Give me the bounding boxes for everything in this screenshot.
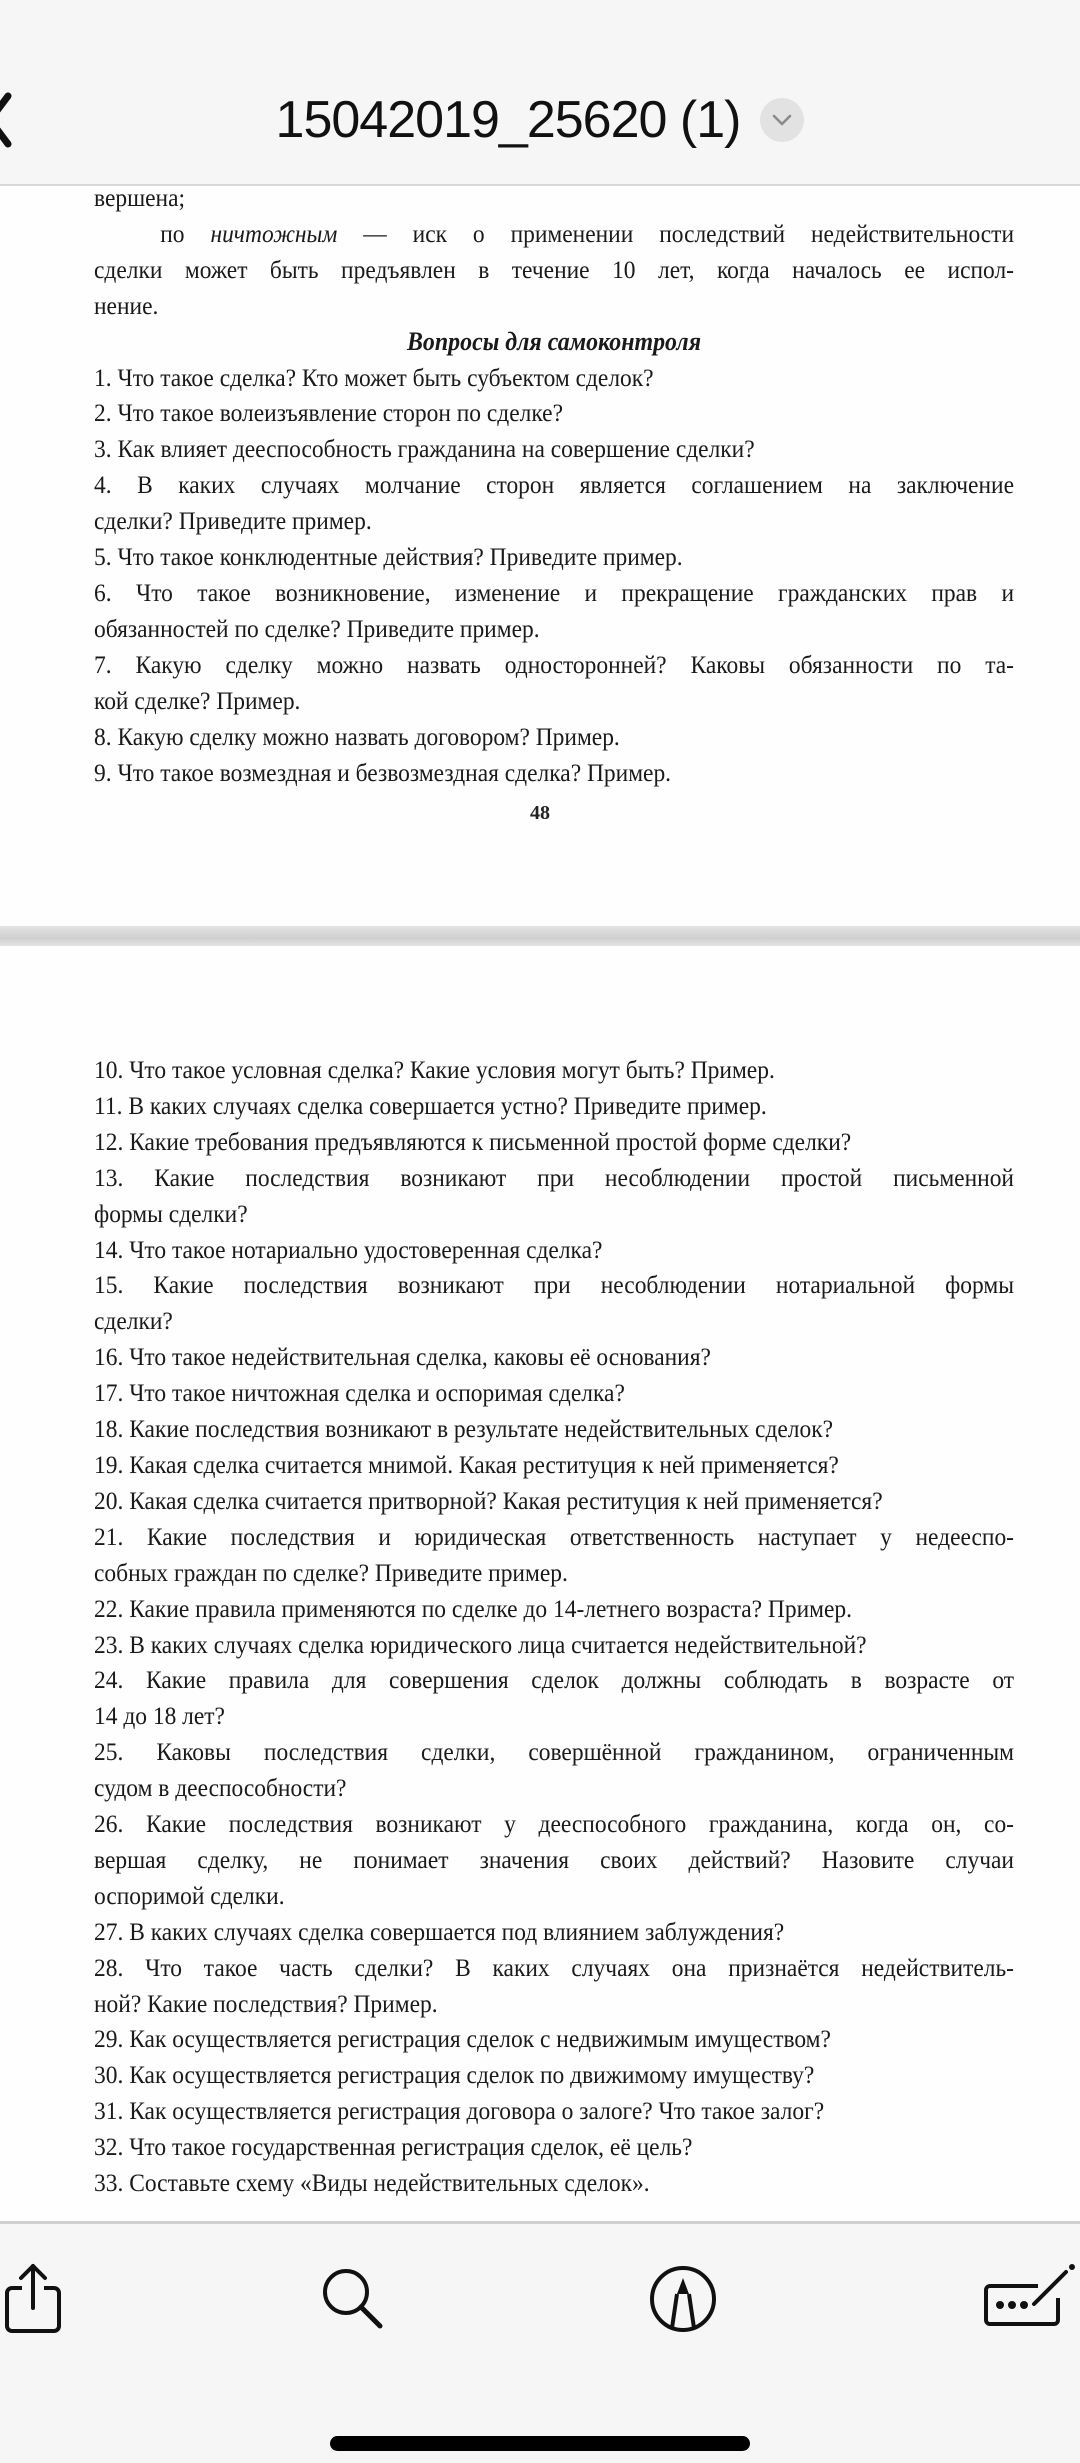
question-item: 5. Что такое конклюдентные действия? Приведите пример. — [94, 542, 683, 572]
question-item: 22. Какие правила применяются по сделке до 14-летнего возраста? Пример. — [94, 1593, 853, 1623]
document-page-49 — [0, 946, 1080, 2221]
question-item-continuation: вершая сделку, не понимает значения своих действий? Назовите случаи — [94, 1844, 1014, 1874]
title-menu-button[interactable] — [760, 98, 804, 142]
chevron-down-icon — [771, 113, 793, 127]
page-text — [94, 180, 1014, 790]
question-item-continuation: судом в дееспособности? — [94, 1773, 347, 1803]
markup-button[interactable] — [648, 2264, 718, 2334]
question-item-continuation: ной? Какие последствия? Пример. — [94, 1988, 438, 2018]
document-title: 15042019_25620 (1) — [275, 91, 741, 149]
question-item-continuation: сделки? — [94, 1306, 173, 1336]
question-item-continuation: сделки? Приведите пример. — [94, 506, 372, 536]
questions-list — [94, 1052, 1014, 2201]
markup-pen-icon — [648, 2264, 718, 2334]
question-item: 3. Как влияет дееспособность гражданина на совершение сделки? — [94, 434, 755, 464]
search-icon — [320, 2266, 386, 2332]
bottom-toolbar — [0, 2221, 1080, 2463]
questions-list — [94, 360, 1014, 791]
question-item: 33. Составьте схему «Виды недействительных сделок». — [94, 2168, 650, 2198]
question-item: 24. Какие правила для совершения сделок должны соблюдать в возрасте от — [94, 1665, 1014, 1695]
title-menu[interactable] — [0, 88, 1080, 152]
question-item: 26. Какие последствия возникают у дееспособного гражданина, когда он, со- — [94, 1809, 1014, 1839]
question-item-continuation: собных граждан по сделке? Приведите пример. — [94, 1557, 568, 1587]
question-item: 7. Какую сделку можно назвать односторонней? Каковы обязанности по та- — [94, 649, 1014, 679]
question-item: 11. В каких случаях сделка совершается устно? Приведите пример. — [94, 1090, 767, 1120]
question-item: 30. Как осуществляется регистрация сделок по движимому имуществу? — [94, 2060, 815, 2090]
question-item: 10. Что такое условная сделка? Какие условия могут быть? Пример. — [94, 1055, 775, 1084]
question-item: 4. В каких случаях молчание сторон является соглашением на заключение — [94, 470, 1014, 500]
section-heading: Вопросы для самоконтроля — [406, 326, 702, 356]
question-item: 14. Что такое нотариально удостоверенная сделка? — [94, 1234, 603, 1264]
question-item: 2. Что такое волеизъявление сторон по сделке? — [94, 398, 563, 428]
question-item: 15. Какие последствия возникают при несоблюдении нотариальной формы — [94, 1270, 1014, 1300]
signature-icon — [978, 2264, 1078, 2334]
question-item: 19. Какая сделка считается мнимой. Какая реституция к ней применяется? — [94, 1449, 839, 1479]
text-fragment: — иск о применении последствий недействительности — [337, 218, 1014, 248]
question-item-continuation: 14 до 18 лет? — [94, 1701, 225, 1731]
navigation-header — [0, 0, 1080, 186]
question-item: 6. Что такое возникновение, изменение и прекращение гражданских прав и — [94, 577, 1014, 607]
question-item: 27. В каких случаях сделка совершается под влиянием заблуждения? — [94, 1916, 785, 1946]
home-indicator[interactable] — [330, 2436, 750, 2451]
question-item-continuation: кой сделке? Пример. — [94, 685, 301, 715]
sign-button[interactable] — [978, 2264, 1078, 2334]
question-item: 29. Как осуществляется регистрация сделок с недвижимым имуществом? — [94, 2024, 831, 2054]
question-item: 23. В каких случаях сделка юридического лица считается недействительной? — [94, 1629, 867, 1659]
question-item: 1. Что такое сделка? Кто может быть субъектом сделок? — [94, 362, 654, 392]
question-item: 18. Какие последствия возникают в результате недействительных сделок? — [94, 1414, 834, 1444]
question-item: 12. Какие требования предъявляются к письменной простой форме сделки? — [94, 1126, 852, 1156]
page-separator — [0, 926, 1080, 946]
question-item: 16. Что такое недействительная сделка, каковы её основания? — [94, 1342, 711, 1372]
search-button[interactable] — [318, 2264, 388, 2334]
italic-term: ничтожным — [210, 218, 338, 248]
question-item: 31. Как осуществляется регистрация договора о залоге? Что такое залог? — [94, 2096, 825, 2126]
question-item: 8. Какую сделку можно назвать договором? Пример. — [94, 721, 620, 751]
question-item-continuation: обязанностей по сделке? Приведите пример. — [94, 613, 540, 643]
question-item: 9. Что такое возмездная и безвозмездная сделка? Пример. — [94, 757, 672, 787]
question-item: 13. Какие последствия возникают при несоблюдении простой письменной — [94, 1162, 1014, 1192]
document-page-48 — [0, 183, 1080, 926]
question-item: 17. Что такое ничтожная сделка и оспоримая сделка? — [94, 1378, 625, 1408]
question-item: 28. Что такое часть сделки? В каких случаях она признаётся недействитель- — [94, 1952, 1014, 1982]
question-item-continuation: формы сделки? — [94, 1198, 248, 1228]
share-button[interactable] — [0, 2264, 70, 2334]
page-number: 48 — [530, 802, 550, 824]
question-item: 20. Какая сделка считается притворной? Какая реституция к ней применяется? — [94, 1485, 883, 1515]
text-line: нение. — [94, 290, 159, 320]
page-text — [94, 1052, 1014, 2201]
question-item-continuation: оспоримой сделки. — [94, 1880, 285, 1910]
question-item: 32. Что такое государственная регистрация сделок, её цель? — [94, 2132, 693, 2162]
question-item: 21. Какие последствия и юридическая ответственность наступает у недееспо- — [94, 1521, 1014, 1551]
text-line — [94, 216, 1014, 252]
text-fragment: по — [160, 218, 211, 248]
share-icon — [4, 2262, 66, 2336]
text-line: вершена; — [94, 183, 186, 212]
question-item: 25. Каковы последствия сделки, совершённой гражданином, ограниченным — [94, 1737, 1014, 1767]
text-line: сделки может быть предъявлен в течение 10 лет, когда началось ее испол- — [94, 254, 1014, 284]
